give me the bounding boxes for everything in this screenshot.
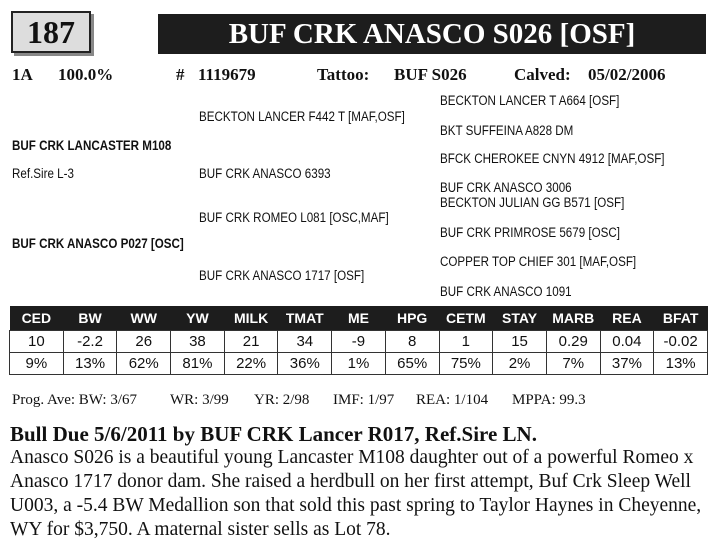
epd-header: BFAT xyxy=(654,306,708,331)
epd-percentile: 75% xyxy=(439,353,493,375)
progeny-yr: YR: 2/98 xyxy=(254,392,310,408)
progeny-wr: WR: 3/99 xyxy=(170,392,229,408)
headline: Bull Due 5/6/2011 by BUF CRK Lancer R017, Ref.Sire LN. xyxy=(10,422,537,446)
epd-percentile: 13% xyxy=(63,353,117,375)
tattoo-label: Tattoo: xyxy=(317,65,370,84)
ref-sire: Ref.Sire L-3 xyxy=(12,166,74,181)
epd-header: ME xyxy=(332,306,386,331)
description: Anasco S026 is a beautiful young Lancaster M108 daughter out of a powerful Romeo x Anasco 1717 donor dam. She raised a herdbull on her first attempt, Buf Crk Sleep Well U003, a -5.4 BW Medallion son that sold this past spring to Taylor Haynes in Cheyenne, WY for $3,750. A maternal sister sells as Lot 78. xyxy=(10,447,702,540)
lot-number: 187 xyxy=(27,13,75,50)
epd-header: CETM xyxy=(439,306,493,331)
epd-percentile: 65% xyxy=(385,353,439,375)
epd-value-row xyxy=(10,331,708,353)
pedigree-ss-sire: BECKTON LANCER T A664 [OSF] xyxy=(440,93,620,108)
epd-percentile: 62% xyxy=(117,353,171,375)
epd-header: WW xyxy=(117,306,171,331)
progeny-mppa: MPPA: 99.3 xyxy=(512,392,586,408)
epd-percentile: 37% xyxy=(600,353,654,375)
epd-header: HPG xyxy=(385,306,439,331)
epd-value: 15 xyxy=(493,331,547,353)
tattoo-value: BUF S026 xyxy=(394,65,467,84)
epd-value: -0.02 xyxy=(654,331,708,353)
epd-value: -9 xyxy=(332,331,386,353)
pedigree-dam: BUF CRK ANASCO P027 [OSC] xyxy=(12,236,184,251)
epd-percentile: 2% xyxy=(493,353,547,375)
pedigree-dd-dam: BUF CRK ANASCO 1091 xyxy=(440,284,572,299)
pedigree-dam-sire: BUF CRK ROMEO L081 [OSC,MAF] xyxy=(199,210,389,225)
grade: 1A xyxy=(12,65,33,84)
epd-percentile-row xyxy=(10,353,708,375)
epd-percentile: 36% xyxy=(278,353,332,375)
calved-label: Calved: xyxy=(514,65,571,84)
epd-percentile: 7% xyxy=(546,353,600,375)
pedigree-sd-sire: BFCK CHEROKEE CNYN 4912 [MAF,OSF] xyxy=(440,151,665,166)
pedigree-ds-dam: BUF CRK PRIMROSE 5679 [OSC] xyxy=(440,225,621,240)
progeny-imf: IMF: 1/97 xyxy=(333,392,395,408)
epd-value: 0.04 xyxy=(600,331,654,353)
pedigree-dd-sire: COPPER TOP CHIEF 301 [MAF,OSF] xyxy=(440,254,637,269)
pedigree-sire: BUF CRK LANCASTER M108 xyxy=(12,138,172,153)
epd-value: 26 xyxy=(117,331,171,353)
epd-percentile: 81% xyxy=(171,353,225,375)
epd-percentile: 1% xyxy=(332,353,386,375)
epd-table xyxy=(9,306,708,375)
epd-value: 0.29 xyxy=(546,331,600,353)
progeny-bw: Prog. Ave: BW: 3/67 xyxy=(12,392,137,408)
epd-percentile: 22% xyxy=(224,353,278,375)
epd-header: CED xyxy=(10,306,64,331)
pedigree-dam-dam: BUF CRK ANASCO 1717 [OSF] xyxy=(199,268,365,283)
epd-value: 1 xyxy=(439,331,493,353)
percent: 100.0% xyxy=(58,65,114,84)
animal-name: BUF CRK ANASCO S026 [OSF] xyxy=(228,17,636,50)
epd-value: 21 xyxy=(224,331,278,353)
epd-percentile: 13% xyxy=(654,353,708,375)
epd-header: BW xyxy=(63,306,117,331)
calved-value: 05/02/2006 xyxy=(588,65,666,84)
epd-header: YW xyxy=(171,306,225,331)
reg-number: 1119679 xyxy=(198,65,256,84)
reg-label: # xyxy=(176,65,185,84)
pedigree-sire-sire: BECKTON LANCER F442 T [MAF,OSF] xyxy=(199,109,405,124)
pedigree-sd-dam: BUF CRK ANASCO 3006 xyxy=(440,180,572,195)
progeny-rea: REA: 1/104 xyxy=(416,392,489,408)
epd-value: 8 xyxy=(385,331,439,353)
lot-number-box xyxy=(11,11,91,53)
pedigree-ds-sire: BECKTON JULIAN GG B571 [OSF] xyxy=(440,195,625,210)
epd-header: MILK xyxy=(224,306,278,331)
epd-value: 34 xyxy=(278,331,332,353)
epd-header: REA xyxy=(600,306,654,331)
pedigree-ss-dam: BKT SUFFEINA A828 DM xyxy=(440,123,574,138)
epd-header-row xyxy=(10,306,708,331)
epd-value: 10 xyxy=(10,331,64,353)
pedigree-sire-dam: BUF CRK ANASCO 6393 xyxy=(199,166,331,181)
epd-header: STAY xyxy=(493,306,547,331)
animal-name-bar xyxy=(158,14,706,54)
epd-header: MARB xyxy=(546,306,600,331)
epd-value: 38 xyxy=(171,331,225,353)
epd-header: TMAT xyxy=(278,306,332,331)
epd-value: -2.2 xyxy=(63,331,117,353)
epd-percentile: 9% xyxy=(10,353,64,375)
